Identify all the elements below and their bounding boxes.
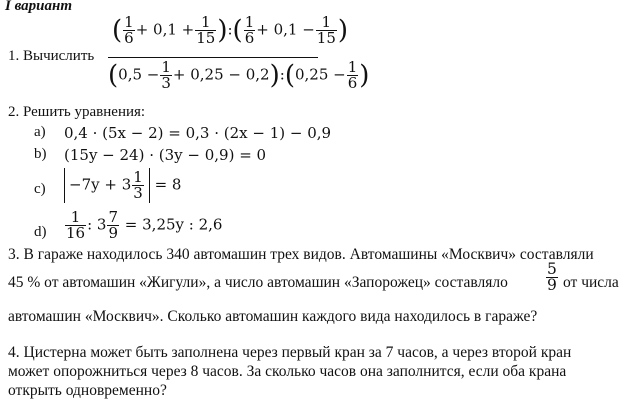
task1-label: 1. Вычислить: [8, 48, 95, 64]
eq-a: 0,4 · (5x − 2) = 0,3 · (2x − 1) − 0,9: [64, 124, 332, 142]
variant-heading: I вариант: [5, 0, 73, 14]
fraction: $\frac{5}{9}$: [547, 260, 557, 294]
task1-denominator: (0,5 − $\frac{1}{3}$ + 0,25 − 0,2):(0,25 − $\frac{1}{6}$ ): [108, 58, 370, 92]
absolute-value: −7y + 3 $\frac{1}{3}$: [64, 168, 150, 203]
main-fraction-bar: [108, 57, 318, 58]
eq-c-letter: c): [34, 181, 46, 197]
fraction: $\frac{1}{15}$: [316, 13, 336, 47]
eq-d-letter: d): [34, 224, 47, 240]
task3-fraction: [545, 262, 559, 293]
task4-line1: 4. Цистерна может быть заполнена через первый кран за 7 часов, а через второй кран: [8, 344, 572, 361]
fraction: $\frac{7}{9}$: [108, 208, 119, 242]
task3-line2b: от числа: [563, 274, 619, 291]
fraction: $\frac{1}{3}$: [133, 168, 143, 202]
task4-line2: может опорожниться через 8 часов. За сколько часов она заполнится, если оба крана: [8, 363, 567, 380]
task1-numerator: ( $\frac{1}{6}$ + 0,1 + $\frac{1}{15}$ ):( $\frac{1}{6}$ + 0,1 − $\frac{1}{15}$ ): [112, 13, 349, 47]
eq-b: (15y − 24) · (3y − 0,9) = 0: [64, 146, 267, 164]
fraction: $\frac{1}{16}$: [66, 208, 86, 242]
task3-line2a: 45 % от автомашин «Жигули», а число автомашин «Запорожец» составляло: [8, 274, 508, 291]
eq-c: −7y + 3 $\frac{1}{3}$ = 8: [64, 168, 181, 203]
eq-b-letter: b): [34, 146, 47, 162]
task3-line1: 3. В гараже находилось 340 автомашин трех видов. Автомашины «Москвич» составляли: [8, 246, 594, 263]
fraction: $\frac{1}{6}$: [244, 13, 255, 47]
fraction: $\frac{1}{3}$: [161, 58, 171, 92]
task4-line3: открыть одновременно?: [8, 382, 167, 399]
fraction: $\frac{1}{6}$: [124, 13, 134, 47]
task3-line3: автомашин «Москвич». Сколько автомашин каждого вида находилось в гараже?: [8, 308, 538, 325]
eq-a-letter: a): [34, 124, 46, 140]
fraction: $\frac{1}{6}$: [347, 58, 358, 92]
task2-label: 2. Решить уравнения:: [8, 104, 146, 120]
fraction: $\frac{1}{15}$: [196, 13, 216, 47]
eq-d: $\frac{1}{16}$ : 3 $\frac{7}{9}$ = 3,25y : 2,6: [66, 208, 223, 242]
